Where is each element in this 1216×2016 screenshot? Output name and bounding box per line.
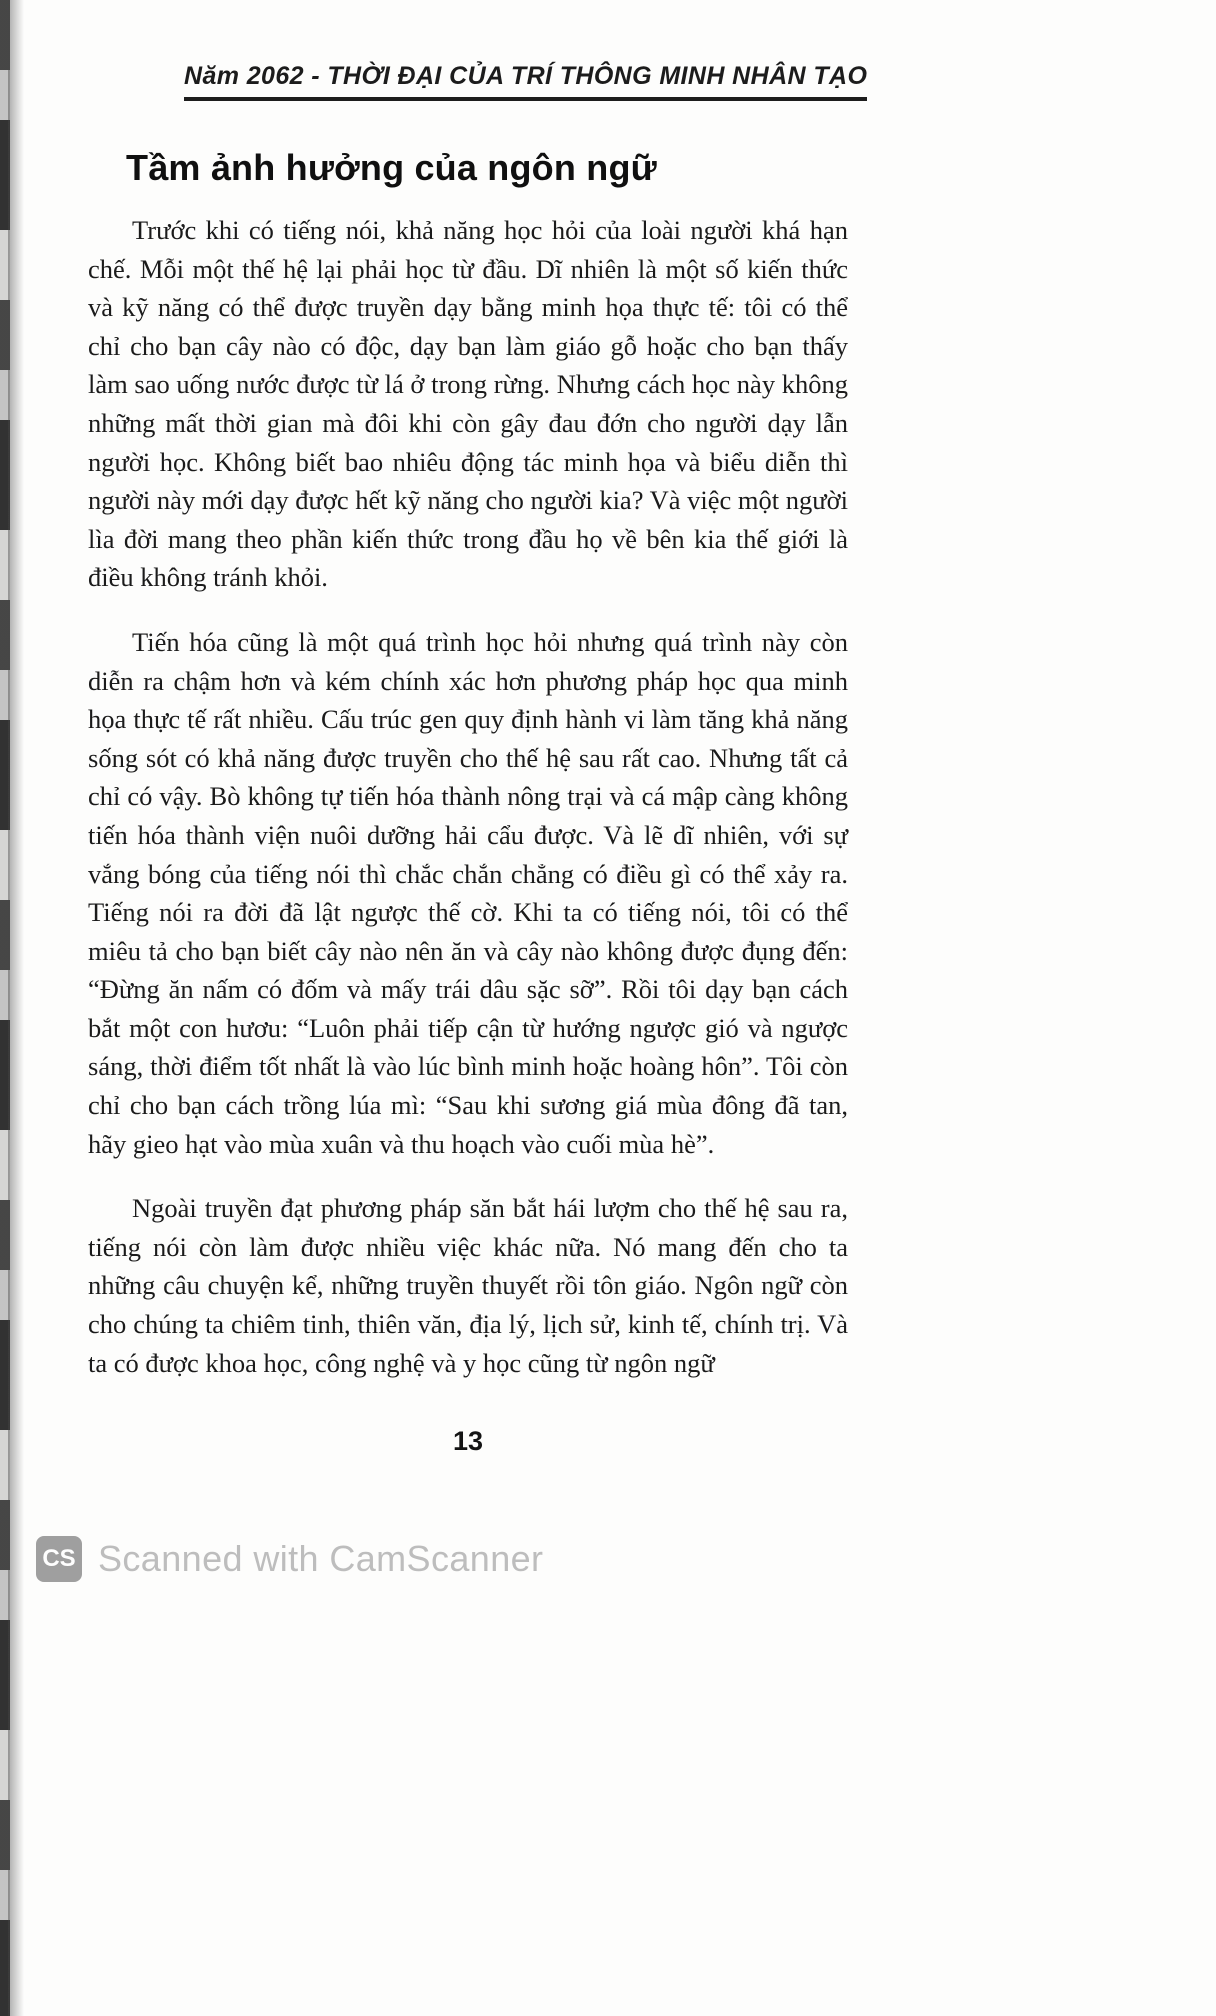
running-header-row: [184, 62, 868, 101]
page-number: 13: [452, 1426, 484, 1457]
camscanner-logo-icon: CS: [36, 1536, 82, 1582]
body-paragraph: Trước khi có tiếng nói, khả năng học hỏi của loài người khá hạn chế. Mỗi một thế hệ lại phải học từ đầu. Dĩ nhiên là một số kiến thức và kỹ năng có thể được truyền dạy bằng minh họa thực tế: tôi có thể chỉ cho bạn cây nào có độc, dạy bạn làm giáo gỗ hoặc cho bạn thấy làm sao uống nước được từ lá ở trong rừng. Nhưng cách học này không những mất thời gian mà đôi khi còn gây đau đớn cho người dạy lẫn người học. Không biết bao nhiêu động tác minh họa và biểu diễn thì người này mới dạy được hết kỹ năng cho người kia? Và việc một người lìa đời mang theo phần kiến thức trong đầu họ về bên kia thế giới là điều không tránh khỏi.: [88, 215, 848, 593]
body-paragraph: Ngoài truyền đạt phương pháp săn bắt hái lượm cho thế hệ sau ra, tiếng nói còn làm được nhiều việc khác nữa. Nó mang đến cho ta những câu chuyện kể, những truyền thuyết rồi tôn giáo. Ngôn ngữ còn cho chúng ta chiêm tinh, thiên văn, địa lý, lịch sử, kinh tế, chính trị. Và ta có được khoa học, công nghệ và y học cũng từ ngôn ngữ: [88, 1193, 848, 1378]
camscanner-watermark: [36, 1536, 543, 1582]
camscanner-watermark-text: Scanned with CamScanner: [98, 1538, 544, 1579]
body-paragraph: Tiến hóa cũng là một quá trình học hỏi nhưng quá trình này còn diễn ra chậm hơn và kém chính xác hơn phương pháp học qua minh họa thực tế rất nhiều. Cấu trúc gen quy định hành vi làm tăng khả năng sống sót có khả năng được truyền cho thế hệ sau rất cao. Nhưng tất cả chỉ có vậy. Bò không tự tiến hóa thành nông trại và cá mập càng không tiến hóa thành viện nuôi dưỡng hải cẩu được. Và lẽ dĩ nhiên, với sự vắng bóng của tiếng nói thì chắc chắn chẳng có điều gì có thể xảy ra. Tiếng nói ra đời đã lật ngược thế cờ. Khi ta có tiếng nói, tôi có thể miêu tả cho bạn biết cây nào nên ăn và cây nào không được đụng đến: “Đừng ăn nấm có đốm và mấy trái dâu sặc sỡ”. Rồi tôi dạy bạn cách bắt một con hươu: “Luôn phải tiếp cận từ hướng ngược gió và ngược sáng, thời điểm tốt nhất là vào lúc bình minh hoặc hoàng hôn”. Tôi còn chỉ cho bạn cách trồng lúa mì: “Sau khi sương giá mùa đông đã tan, hãy gieo hạt vào mùa xuân và thu hoạch vào cuối mùa hè”.: [88, 626, 848, 1159]
section-title: Tầm ảnh hưởng của ngôn ngữ: [126, 147, 657, 188]
running-header: Năm 2062 - THỜI ĐẠI CỦA TRÍ THÔNG MINH NHÂN TẠO: [184, 62, 867, 101]
